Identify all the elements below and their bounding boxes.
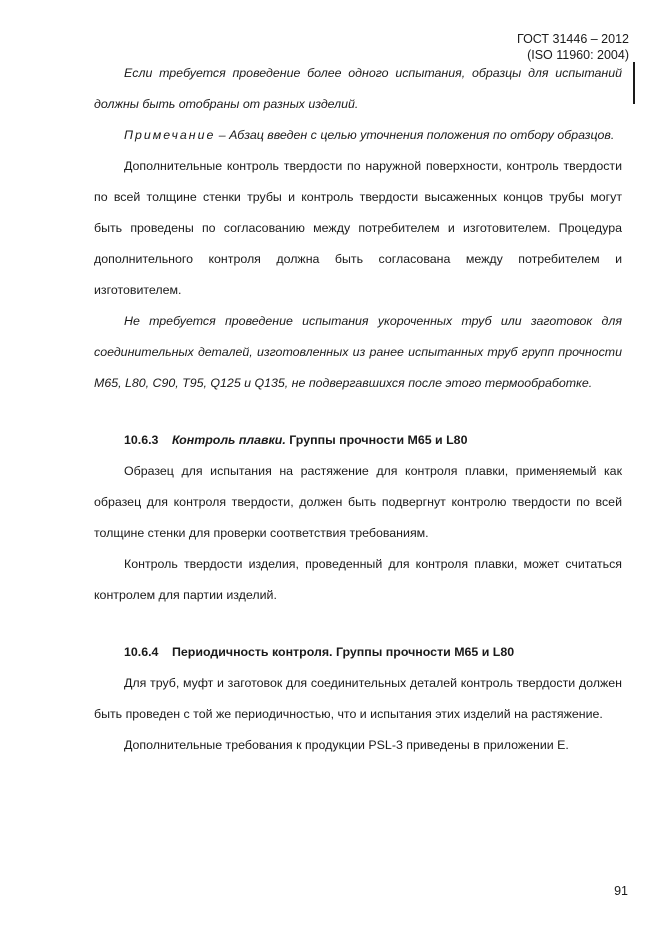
section-heading-10-6-4 (94, 637, 622, 668)
section-number: 10.6.4 (124, 645, 159, 659)
section-title: Группы прочности М65 и L80 (285, 433, 468, 447)
paragraph-additional-hardness: Дополнительные контроль твердости по наружной поверхности, контроль твердости по всей толщине стенки трубы и контроль твердости высаженных концов трубы могут быть проведены по согласованию между потребителем и изготовителем. Процедура дополнительного контроля должна быть согласована между потребителем и изготовителем. (94, 159, 622, 297)
iso-reference: (ISO 11960: 2004) (527, 48, 629, 62)
section-number: 10.6.3 (124, 433, 159, 447)
section-heading-10-6-3 (94, 425, 622, 456)
paragraph-no-testing: Не требуется проведение испытания укороченных труб или заготовок для соединительных деталей, изготовленных из ранее испытанных труб групп прочности М65, L80, С90, Т95, Q125 и Q135, не подвергавшихся после этого термообработке. (94, 314, 622, 390)
section-title: Периодичность контроля. Группы прочности М65 и L80 (172, 645, 515, 659)
note-paragraph (94, 120, 622, 151)
paragraph-heat-control: Образец для испытания на растяжение для контроля плавки, применяемый как образец для контроля твердости, должен быть подвергнут контролю твердости по всей толщине стенки для проверки соответствия требованиям. (94, 464, 622, 540)
page-number: 91 (614, 884, 628, 898)
section-title-italic: Контроль плавки. (172, 433, 286, 447)
standard-designation: ГОСТ 31446 – 2012 (517, 32, 629, 46)
note-label: Примечание (124, 128, 216, 142)
document-body (94, 58, 622, 761)
paragraph-psl3: Дополнительные требования к продукции PSL-3 приведены в приложении Е. (124, 738, 569, 752)
paragraph-frequency: Для труб, муфт и заготовок для соединительных деталей контроль твердости должен быть проведен с той же периодичностью, что и испытания этих изделий на растяжение. (94, 676, 622, 721)
change-bar (633, 62, 635, 104)
note-text: – Абзац введен с целью уточнения положения по отбору образцов. (215, 128, 615, 142)
paragraph-samples: Если требуется проведение более одного испытания, образцы для испытаний должны быть отобраны от разных изделий. (94, 66, 622, 111)
paragraph-lot-control: Контроль твердости изделия, проведенный для контроля плавки, может считаться контролем для партии изделий. (94, 557, 622, 602)
